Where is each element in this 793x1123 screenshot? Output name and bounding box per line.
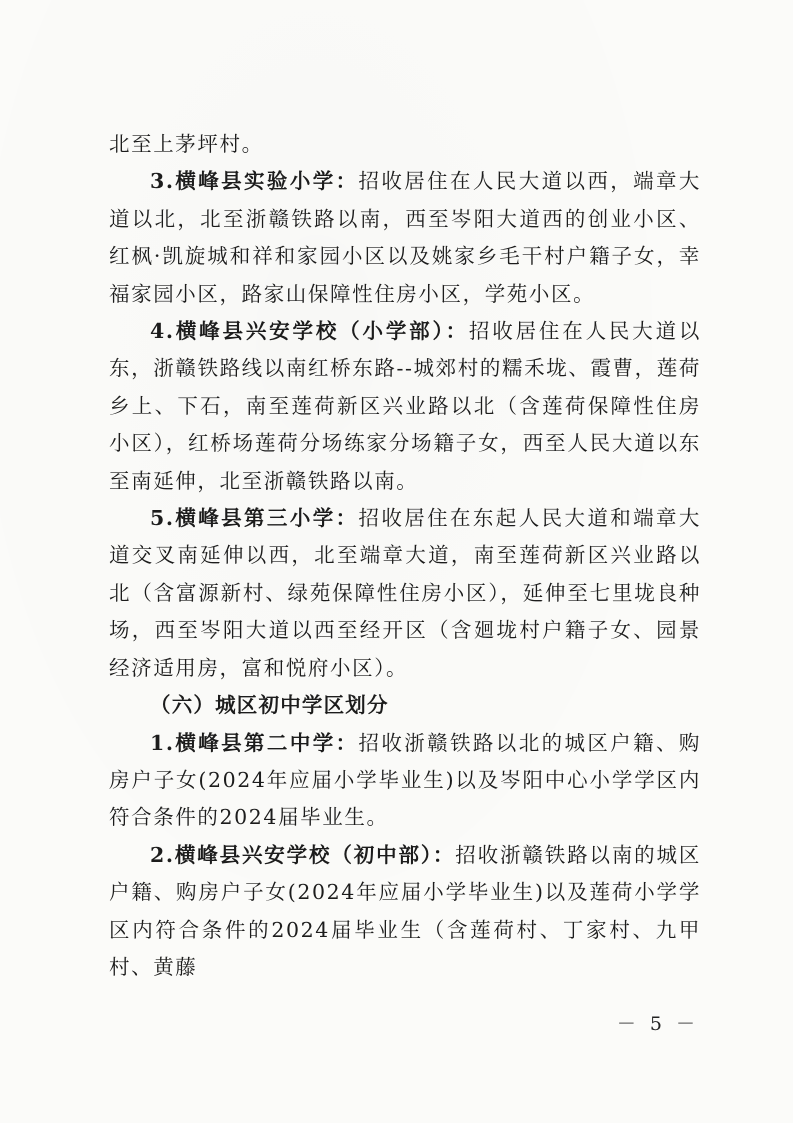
paragraph-text: 招收浙赣铁路以南的城区户籍、购房户子女(2024年应届小学毕业生)以及莲荷小学学区内符合条件的2024届毕业生（含莲荷村、丁家村、九甲村、黄藤: [109, 842, 701, 979]
paragraph-school-5: [109, 500, 701, 687]
paragraph-text: 北至上茅坪村。: [109, 132, 264, 156]
paragraph-school-3: [109, 163, 701, 313]
paragraph-lead: 3.横峰县实验小学：: [150, 169, 359, 194]
paragraph-school-4: [109, 313, 701, 500]
paragraph-middle-school-1: [109, 725, 701, 837]
page-number: － 5 －: [616, 1013, 699, 1035]
paragraph-text: 招收居住在东起人民大道和端章大道交叉南延伸以西，北至端章大道，南至莲荷新区兴业路以北（含富源新村、绿苑保障性住房小区），延伸至七里垅良种场，西至岑阳大道以西至经开区（含廻垅村户籍子女、园景经济适用房，富和悦府小区）。: [109, 506, 701, 680]
paragraph-continuation: [109, 126, 701, 163]
paragraph-lead: 4.横峰县兴安学校（小学部）：: [150, 319, 469, 344]
paragraph-text: 招收居住在人民大道以东，浙赣铁路线以南红桥东路--城郊村的糯禾垅、霞曹，莲荷乡上、下石，南至莲荷新区兴业路以北（含莲荷保障性住房小区），红桥场莲荷分场练家分场籍子女，西至人民大道以东至南延伸，北至浙赣铁路以南。: [109, 319, 701, 493]
paragraph-text: 招收居住在人民大道以西，端章大道以北，北至浙赣铁路以南，西至岑阳大道西的创业小区、红枫·凯旋城和祥和家园小区以及姚家乡毛干村户籍子女，幸福家园小区，路家山保障性住房小区，学苑小区。: [109, 169, 701, 306]
paragraph-lead: 2.横峰县兴安学校（初中部）：: [150, 842, 456, 867]
document-body: [109, 126, 701, 986]
paragraph-middle-school-2: [109, 837, 701, 987]
paragraph-lead: 5.横峰县第三小学：: [150, 506, 359, 531]
paragraph-lead: 1.横峰县第二中学：: [150, 730, 359, 755]
paragraph-text: 招收浙赣铁路以北的城区户籍、购房户子女(2024年应届小学毕业生)以及岑阳中心小学学区内符合条件的2024届毕业生。: [109, 730, 701, 830]
section-heading: （六）城区初中学区划分: [150, 693, 389, 718]
